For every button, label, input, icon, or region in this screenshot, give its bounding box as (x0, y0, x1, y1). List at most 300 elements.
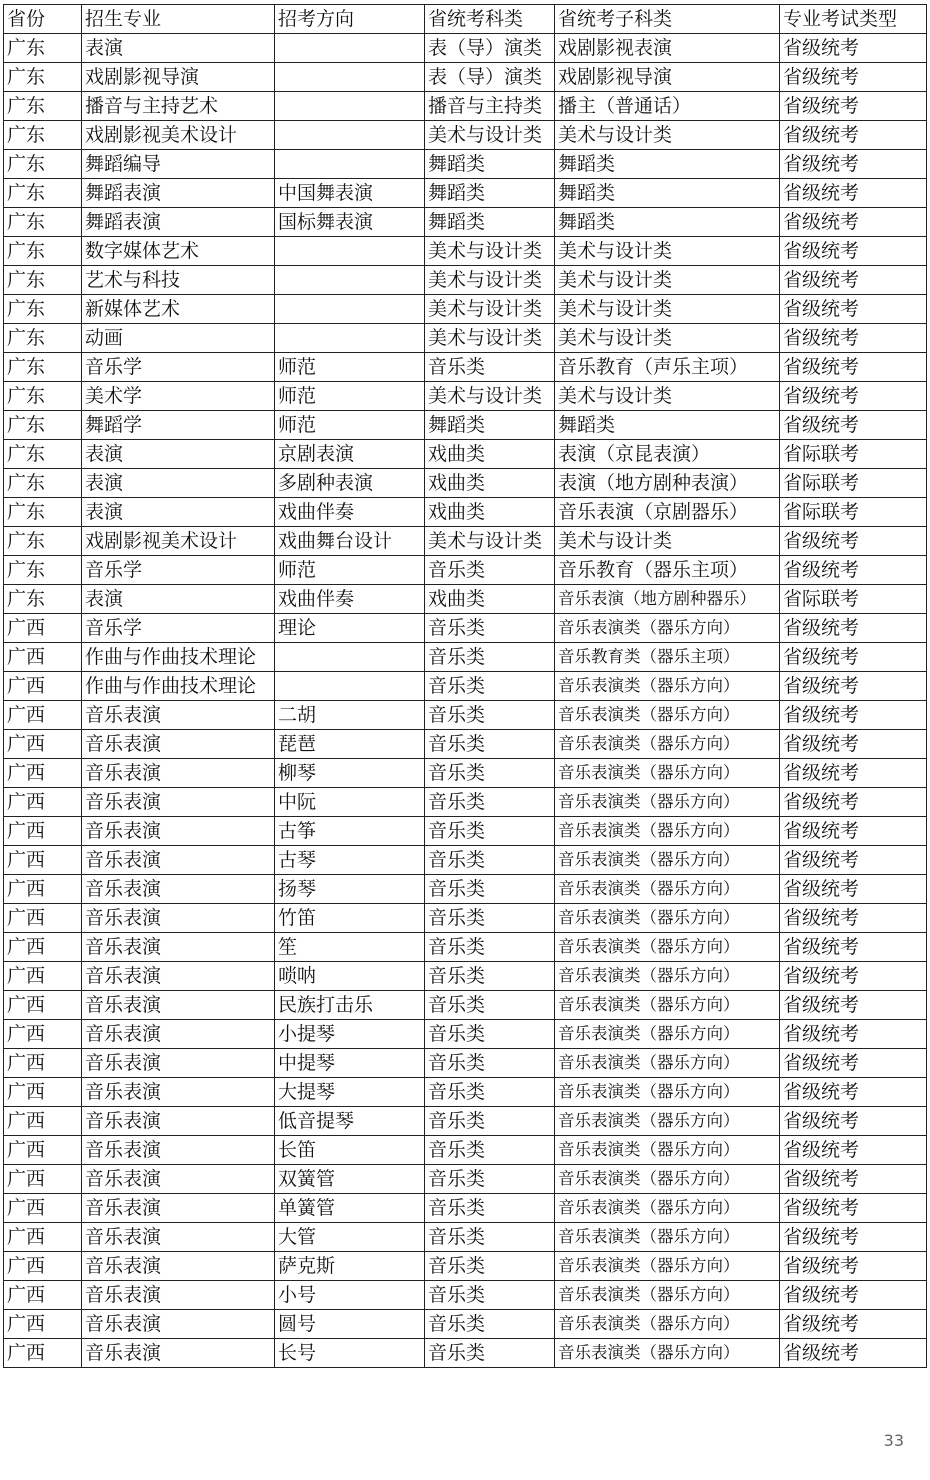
major-cell: 音乐表演 (82, 788, 275, 817)
major-cell: 音乐表演 (82, 1339, 275, 1368)
major-cell: 新媒体艺术 (82, 295, 275, 324)
exam-category-cell: 戏曲类 (425, 440, 555, 469)
exam-category-cell: 舞蹈类 (425, 150, 555, 179)
table-row (4, 1223, 927, 1252)
major-cell: 戏剧影视美术设计 (82, 527, 275, 556)
exam-subcategory-cell: 音乐表演类（器乐方向） (555, 1310, 780, 1339)
major-cell: 表演 (82, 585, 275, 614)
major-cell: 音乐表演 (82, 1049, 275, 1078)
exam-subcategory-cell: 音乐表演类（器乐方向） (555, 1281, 780, 1310)
table-row (4, 121, 927, 150)
exam-category-cell: 音乐类 (425, 1252, 555, 1281)
exam-type-cell: 省级统考 (780, 527, 927, 556)
direction-cell: 双簧管 (275, 1165, 425, 1194)
exam-type-cell: 省级统考 (780, 237, 927, 266)
table-row (4, 846, 927, 875)
table-row (4, 933, 927, 962)
major-cell: 音乐学 (82, 556, 275, 585)
exam-subcategory-cell: 舞蹈类 (555, 411, 780, 440)
direction-cell: 师范 (275, 382, 425, 411)
table-row (4, 498, 927, 527)
exam-type-cell: 省级统考 (780, 904, 927, 933)
province-cell: 广东 (4, 179, 82, 208)
exam-category-cell: 戏曲类 (425, 498, 555, 527)
major-cell: 音乐学 (82, 353, 275, 382)
province-cell: 广东 (4, 63, 82, 92)
table-row (4, 411, 927, 440)
major-cell: 美术学 (82, 382, 275, 411)
exam-subcategory-cell: 音乐表演类（器乐方向） (555, 1078, 780, 1107)
direction-cell: 竹笛 (275, 904, 425, 933)
province-cell: 广西 (4, 1339, 82, 1368)
direction-cell (275, 295, 425, 324)
exam-type-cell: 省级统考 (780, 1223, 927, 1252)
direction-cell: 笙 (275, 933, 425, 962)
exam-category-cell: 音乐类 (425, 904, 555, 933)
exam-type-cell: 省级统考 (780, 324, 927, 353)
page-number: 33 (883, 1431, 904, 1450)
major-cell: 数字媒体艺术 (82, 237, 275, 266)
direction-cell (275, 643, 425, 672)
exam-subcategory-cell: 戏剧影视表演 (555, 34, 780, 63)
exam-subcategory-cell: 戏剧影视导演 (555, 63, 780, 92)
exam-subcategory-cell: 舞蹈类 (555, 150, 780, 179)
exam-category-cell: 音乐类 (425, 933, 555, 962)
province-cell: 广西 (4, 846, 82, 875)
table-row (4, 150, 927, 179)
exam-subcategory-cell: 音乐表演类（器乐方向） (555, 1049, 780, 1078)
exam-subcategory-cell: 音乐表演（地方剧种器乐） (555, 585, 780, 614)
table-row (4, 585, 927, 614)
exam-type-cell: 省级统考 (780, 382, 927, 411)
exam-type-cell: 省级统考 (780, 1281, 927, 1310)
major-cell: 音乐表演 (82, 875, 275, 904)
exam-subcategory-cell: 舞蹈类 (555, 179, 780, 208)
province-cell: 广东 (4, 237, 82, 266)
major-cell: 作曲与作曲技术理论 (82, 643, 275, 672)
exam-type-cell: 省级统考 (780, 34, 927, 63)
major-cell: 音乐表演 (82, 1165, 275, 1194)
province-cell: 广西 (4, 672, 82, 701)
province-cell: 广东 (4, 440, 82, 469)
direction-cell: 民族打击乐 (275, 991, 425, 1020)
exam-subcategory-cell: 音乐表演类（器乐方向） (555, 759, 780, 788)
direction-cell: 师范 (275, 411, 425, 440)
exam-type-cell: 省级统考 (780, 1107, 927, 1136)
province-cell: 广西 (4, 1165, 82, 1194)
exam-type-cell: 省级统考 (780, 962, 927, 991)
table-row (4, 324, 927, 353)
province-cell: 广西 (4, 991, 82, 1020)
direction-cell: 多剧种表演 (275, 469, 425, 498)
major-cell: 音乐表演 (82, 933, 275, 962)
direction-cell (275, 266, 425, 295)
exam-type-cell: 省级统考 (780, 1252, 927, 1281)
exam-subcategory-cell: 音乐表演类（器乐方向） (555, 701, 780, 730)
exam-subcategory-cell: 音乐表演类（器乐方向） (555, 933, 780, 962)
exam-category-cell: 音乐类 (425, 701, 555, 730)
exam-type-cell: 省级统考 (780, 1165, 927, 1194)
province-cell: 广西 (4, 759, 82, 788)
exam-type-cell: 省级统考 (780, 1078, 927, 1107)
direction-cell (275, 672, 425, 701)
exam-category-cell: 舞蹈类 (425, 208, 555, 237)
table-row (4, 208, 927, 237)
exam-subcategory-cell: 美术与设计类 (555, 266, 780, 295)
exam-category-cell: 音乐类 (425, 1107, 555, 1136)
exam-category-cell: 美术与设计类 (425, 382, 555, 411)
exam-category-cell: 美术与设计类 (425, 527, 555, 556)
exam-type-cell: 省级统考 (780, 1049, 927, 1078)
exam-type-cell: 省级统考 (780, 1020, 927, 1049)
exam-type-cell: 省际联考 (780, 498, 927, 527)
province-cell: 广东 (4, 150, 82, 179)
major-cell: 舞蹈表演 (82, 179, 275, 208)
direction-cell: 师范 (275, 556, 425, 585)
header-province: 省份 (4, 5, 82, 34)
exam-category-cell: 音乐类 (425, 1194, 555, 1223)
exam-subcategory-cell: 音乐表演类（器乐方向） (555, 991, 780, 1020)
direction-cell: 古筝 (275, 817, 425, 846)
exam-category-cell: 表（导）演类 (425, 34, 555, 63)
table-row (4, 614, 927, 643)
exam-category-cell: 音乐类 (425, 672, 555, 701)
exam-type-cell: 省级统考 (780, 150, 927, 179)
exam-category-cell: 音乐类 (425, 788, 555, 817)
exam-type-cell: 省级统考 (780, 1194, 927, 1223)
table-row (4, 34, 927, 63)
exam-category-cell: 音乐类 (425, 846, 555, 875)
direction-cell: 京剧表演 (275, 440, 425, 469)
exam-category-cell: 音乐类 (425, 1223, 555, 1252)
table-row (4, 1339, 927, 1368)
major-cell: 音乐表演 (82, 904, 275, 933)
direction-cell: 小号 (275, 1281, 425, 1310)
exam-subcategory-cell: 音乐表演类（器乐方向） (555, 614, 780, 643)
table-row (4, 440, 927, 469)
direction-cell: 唢呐 (275, 962, 425, 991)
exam-type-cell: 省级统考 (780, 411, 927, 440)
exam-type-cell: 省级统考 (780, 701, 927, 730)
exam-subcategory-cell: 美术与设计类 (555, 237, 780, 266)
direction-cell (275, 324, 425, 353)
province-cell: 广东 (4, 295, 82, 324)
major-cell: 戏剧影视导演 (82, 63, 275, 92)
exam-type-cell: 省级统考 (780, 353, 927, 382)
province-cell: 广西 (4, 1107, 82, 1136)
exam-type-cell: 省级统考 (780, 759, 927, 788)
province-cell: 广东 (4, 208, 82, 237)
province-cell: 广东 (4, 353, 82, 382)
major-cell: 动画 (82, 324, 275, 353)
table-row (4, 904, 927, 933)
exam-type-cell: 省级统考 (780, 92, 927, 121)
table-row (4, 1049, 927, 1078)
province-cell: 广东 (4, 266, 82, 295)
table-row (4, 1078, 927, 1107)
major-cell: 音乐表演 (82, 962, 275, 991)
exam-category-cell: 播音与主持类 (425, 92, 555, 121)
table-row (4, 730, 927, 759)
exam-type-cell: 省际联考 (780, 585, 927, 614)
major-cell: 舞蹈表演 (82, 208, 275, 237)
province-cell: 广西 (4, 875, 82, 904)
exam-category-cell: 音乐类 (425, 730, 555, 759)
province-cell: 广西 (4, 1252, 82, 1281)
province-cell: 广西 (4, 1078, 82, 1107)
province-cell: 广西 (4, 817, 82, 846)
direction-cell: 师范 (275, 353, 425, 382)
exam-category-cell: 音乐类 (425, 1310, 555, 1339)
direction-cell: 中阮 (275, 788, 425, 817)
exam-type-cell: 省级统考 (780, 1339, 927, 1368)
table-row (4, 179, 927, 208)
exam-subcategory-cell: 音乐教育（器乐主项） (555, 556, 780, 585)
exam-type-cell: 省级统考 (780, 788, 927, 817)
header-row (4, 5, 927, 34)
direction-cell (275, 63, 425, 92)
major-cell: 戏剧影视美术设计 (82, 121, 275, 150)
exam-type-cell: 省级统考 (780, 556, 927, 585)
exam-subcategory-cell: 音乐表演类（器乐方向） (555, 1339, 780, 1368)
exam-type-cell: 省级统考 (780, 846, 927, 875)
province-cell: 广东 (4, 92, 82, 121)
exam-subcategory-cell: 美术与设计类 (555, 121, 780, 150)
province-cell: 广东 (4, 527, 82, 556)
major-cell: 音乐学 (82, 614, 275, 643)
exam-subcategory-cell: 音乐表演类（器乐方向） (555, 904, 780, 933)
exam-category-cell: 舞蹈类 (425, 411, 555, 440)
direction-cell (275, 150, 425, 179)
direction-cell: 小提琴 (275, 1020, 425, 1049)
table-row (4, 1136, 927, 1165)
major-cell: 音乐表演 (82, 817, 275, 846)
exam-category-cell: 音乐类 (425, 614, 555, 643)
major-cell: 表演 (82, 34, 275, 63)
table-row (4, 556, 927, 585)
exam-category-cell: 戏曲类 (425, 585, 555, 614)
exam-category-cell: 音乐类 (425, 1020, 555, 1049)
exam-type-cell: 省级统考 (780, 121, 927, 150)
table-row (4, 353, 927, 382)
province-cell: 广西 (4, 904, 82, 933)
exam-type-cell: 省级统考 (780, 875, 927, 904)
province-cell: 广西 (4, 1020, 82, 1049)
exam-category-cell: 音乐类 (425, 556, 555, 585)
exam-subcategory-cell: 音乐表演类（器乐方向） (555, 962, 780, 991)
exam-type-cell: 省级统考 (780, 991, 927, 1020)
header-exam-subcategory: 省统考子科类 (555, 5, 780, 34)
major-cell: 播音与主持艺术 (82, 92, 275, 121)
table-row (4, 875, 927, 904)
exam-category-cell: 美术与设计类 (425, 324, 555, 353)
table-body (4, 34, 927, 1368)
exam-subcategory-cell: 音乐表演类（器乐方向） (555, 817, 780, 846)
direction-cell (275, 121, 425, 150)
exam-category-cell: 美术与设计类 (425, 121, 555, 150)
exam-type-cell: 省级统考 (780, 1136, 927, 1165)
province-cell: 广东 (4, 411, 82, 440)
province-cell: 广西 (4, 1281, 82, 1310)
exam-subcategory-cell: 音乐表演类（器乐方向） (555, 1107, 780, 1136)
exam-subcategory-cell: 音乐表演类（器乐方向） (555, 730, 780, 759)
table-row (4, 237, 927, 266)
exam-category-cell: 音乐类 (425, 875, 555, 904)
exam-category-cell: 音乐类 (425, 353, 555, 382)
exam-subcategory-cell: 表演（京昆表演） (555, 440, 780, 469)
province-cell: 广东 (4, 121, 82, 150)
exam-type-cell: 省际联考 (780, 440, 927, 469)
exam-subcategory-cell: 音乐教育（声乐主项） (555, 353, 780, 382)
exam-subcategory-cell: 美术与设计类 (555, 295, 780, 324)
admissions-table (3, 4, 927, 1368)
header-direction: 招考方向 (275, 5, 425, 34)
table-row (4, 962, 927, 991)
province-cell: 广西 (4, 1223, 82, 1252)
exam-type-cell: 省级统考 (780, 179, 927, 208)
exam-category-cell: 戏曲类 (425, 469, 555, 498)
major-cell: 音乐表演 (82, 759, 275, 788)
exam-subcategory-cell: 美术与设计类 (555, 324, 780, 353)
direction-cell: 柳琴 (275, 759, 425, 788)
exam-category-cell: 音乐类 (425, 962, 555, 991)
major-cell: 音乐表演 (82, 1281, 275, 1310)
table-row (4, 1310, 927, 1339)
major-cell: 音乐表演 (82, 1252, 275, 1281)
exam-type-cell: 省级统考 (780, 614, 927, 643)
exam-category-cell: 美术与设计类 (425, 237, 555, 266)
major-cell: 艺术与科技 (82, 266, 275, 295)
major-cell: 音乐表演 (82, 1194, 275, 1223)
province-cell: 广西 (4, 1136, 82, 1165)
direction-cell: 长号 (275, 1339, 425, 1368)
major-cell: 音乐表演 (82, 1078, 275, 1107)
exam-category-cell: 美术与设计类 (425, 266, 555, 295)
exam-subcategory-cell: 音乐表演类（器乐方向） (555, 846, 780, 875)
direction-cell: 萨克斯 (275, 1252, 425, 1281)
table-row (4, 672, 927, 701)
exam-type-cell: 省级统考 (780, 643, 927, 672)
direction-cell: 单簧管 (275, 1194, 425, 1223)
table-row (4, 266, 927, 295)
exam-type-cell: 省际联考 (780, 469, 927, 498)
exam-subcategory-cell: 音乐表演类（器乐方向） (555, 1223, 780, 1252)
exam-subcategory-cell: 美术与设计类 (555, 382, 780, 411)
direction-cell (275, 237, 425, 266)
direction-cell: 二胡 (275, 701, 425, 730)
province-cell: 广西 (4, 788, 82, 817)
major-cell: 音乐表演 (82, 1223, 275, 1252)
direction-cell: 中提琴 (275, 1049, 425, 1078)
table-row (4, 1281, 927, 1310)
header-exam-category: 省统考科类 (425, 5, 555, 34)
province-cell: 广西 (4, 730, 82, 759)
exam-category-cell: 音乐类 (425, 1339, 555, 1368)
exam-subcategory-cell: 舞蹈类 (555, 208, 780, 237)
major-cell: 舞蹈学 (82, 411, 275, 440)
exam-category-cell: 美术与设计类 (425, 295, 555, 324)
major-cell: 表演 (82, 440, 275, 469)
direction-cell: 戏曲舞台设计 (275, 527, 425, 556)
major-cell: 表演 (82, 498, 275, 527)
direction-cell: 中国舞表演 (275, 179, 425, 208)
major-cell: 音乐表演 (82, 701, 275, 730)
exam-category-cell: 音乐类 (425, 1165, 555, 1194)
table-row (4, 1020, 927, 1049)
table-row (4, 817, 927, 846)
exam-subcategory-cell: 音乐表演类（器乐方向） (555, 788, 780, 817)
major-cell: 音乐表演 (82, 991, 275, 1020)
table-row (4, 92, 927, 121)
table-row (4, 788, 927, 817)
province-cell: 广西 (4, 701, 82, 730)
direction-cell: 古琴 (275, 846, 425, 875)
province-cell: 广东 (4, 585, 82, 614)
major-cell: 音乐表演 (82, 846, 275, 875)
exam-category-cell: 舞蹈类 (425, 179, 555, 208)
direction-cell: 扬琴 (275, 875, 425, 904)
major-cell: 音乐表演 (82, 1107, 275, 1136)
table-row (4, 382, 927, 411)
exam-subcategory-cell: 美术与设计类 (555, 527, 780, 556)
direction-cell: 琵琶 (275, 730, 425, 759)
header-major: 招生专业 (82, 5, 275, 34)
exam-category-cell: 音乐类 (425, 643, 555, 672)
direction-cell (275, 34, 425, 63)
exam-category-cell: 音乐类 (425, 1136, 555, 1165)
province-cell: 广东 (4, 469, 82, 498)
table-row (4, 1252, 927, 1281)
table-row (4, 1194, 927, 1223)
exam-subcategory-cell: 音乐教育类（器乐主项） (555, 643, 780, 672)
major-cell: 表演 (82, 469, 275, 498)
header-exam-type: 专业考试类型 (780, 5, 927, 34)
exam-category-cell: 表（导）演类 (425, 63, 555, 92)
table-row (4, 527, 927, 556)
table-row (4, 701, 927, 730)
province-cell: 广西 (4, 933, 82, 962)
direction-cell: 长笛 (275, 1136, 425, 1165)
province-cell: 广东 (4, 324, 82, 353)
province-cell: 广西 (4, 614, 82, 643)
exam-type-cell: 省级统考 (780, 817, 927, 846)
province-cell: 广西 (4, 962, 82, 991)
direction-cell (275, 92, 425, 121)
direction-cell: 国标舞表演 (275, 208, 425, 237)
table-row (4, 295, 927, 324)
province-cell: 广西 (4, 1049, 82, 1078)
province-cell: 广西 (4, 1194, 82, 1223)
exam-type-cell: 省级统考 (780, 266, 927, 295)
table-row (4, 643, 927, 672)
direction-cell: 圆号 (275, 1310, 425, 1339)
direction-cell: 戏曲伴奏 (275, 585, 425, 614)
exam-category-cell: 音乐类 (425, 1078, 555, 1107)
exam-subcategory-cell: 音乐表演类（器乐方向） (555, 672, 780, 701)
exam-type-cell: 省级统考 (780, 295, 927, 324)
table-row (4, 1107, 927, 1136)
exam-subcategory-cell: 音乐表演类（器乐方向） (555, 875, 780, 904)
exam-category-cell: 音乐类 (425, 1049, 555, 1078)
direction-cell: 低音提琴 (275, 1107, 425, 1136)
exam-subcategory-cell: 音乐表演类（器乐方向） (555, 1252, 780, 1281)
table-row (4, 759, 927, 788)
exam-subcategory-cell: 音乐表演（京剧器乐） (555, 498, 780, 527)
province-cell: 广西 (4, 643, 82, 672)
direction-cell: 理论 (275, 614, 425, 643)
exam-category-cell: 音乐类 (425, 817, 555, 846)
exam-subcategory-cell: 音乐表演类（器乐方向） (555, 1020, 780, 1049)
